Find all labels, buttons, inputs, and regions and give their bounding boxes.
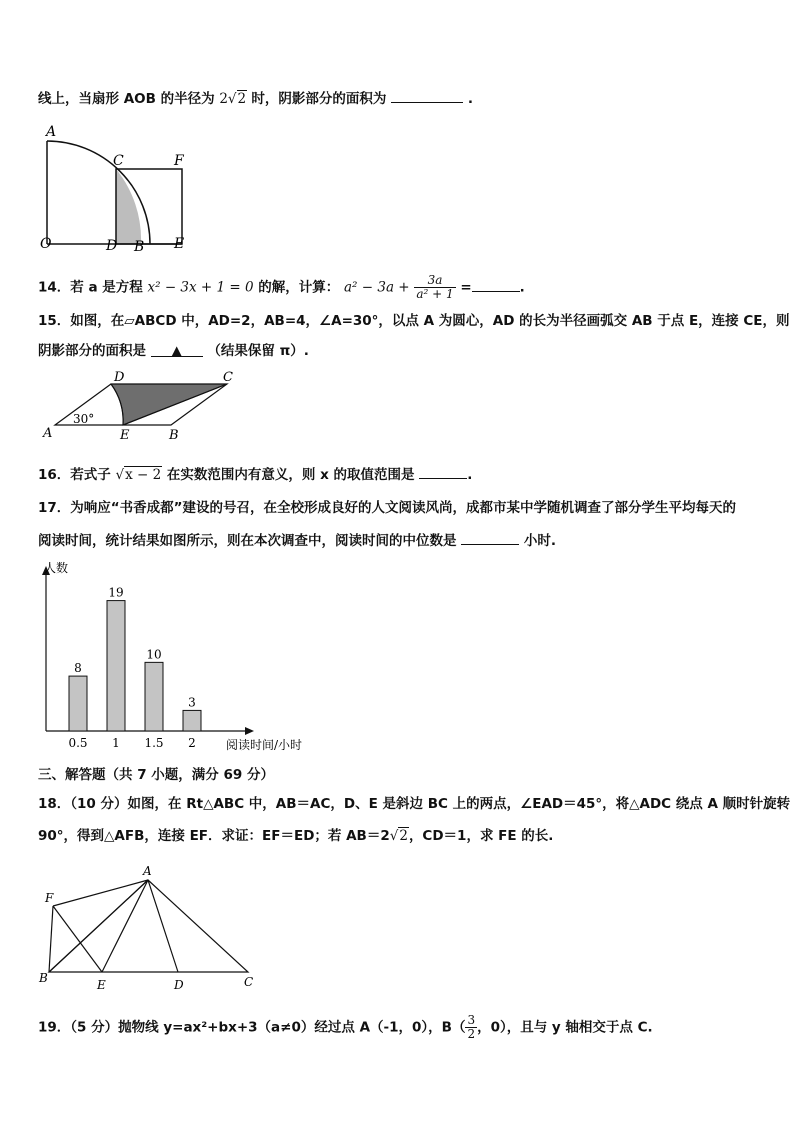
q13-line (38, 88, 473, 108)
fig13-label-B: B (134, 239, 145, 255)
q17-line2-pre: 阅读时间，统计结果如图所示，则在本次调查中，阅读时间的中位数是 (38, 533, 457, 549)
figure-18-triangle (36, 862, 266, 997)
fig15-label-B: B (169, 428, 179, 443)
q19-fraction-denominator: 2 (467, 1027, 476, 1041)
fig18-label-E: E (97, 978, 106, 992)
q17-bar-chart (30, 560, 330, 760)
fig18-segment-FB (49, 906, 53, 972)
q18-line2-pre: 90°，得到△AFB，连接 EF．求证：EF＝ED；若 AB＝2 (38, 828, 390, 844)
chart-x-label: 阅读时间/小时 (226, 738, 303, 752)
fig13-label-D: D (106, 238, 118, 254)
q16-radicand: x − 2 (125, 467, 162, 483)
q14-line (38, 274, 525, 301)
q15-line1: 15．如图，在▱ABCD 中，AD=2，AB=4，∠A=30°，以点 A 为圆心，AD 的长为半径画弧交 AB 于点 E，连接 CE，则 (38, 313, 790, 329)
q19-line (38, 1014, 653, 1041)
q18-line2 (38, 827, 553, 845)
q19-text-post: ，0），且与 y 轴相交于点 C. (477, 1019, 653, 1036)
q14-answer-blank[interactable] (472, 277, 520, 292)
chart-bar-2 (183, 710, 201, 731)
q13-text-post: 时，阴影部分的面积为 (251, 91, 387, 107)
q17-line2-post: 小时. (523, 533, 557, 549)
fig13-label-A: A (46, 124, 57, 140)
chart-value-label-0.5: 8 (74, 661, 82, 676)
chart-bar-1.5 (145, 662, 163, 731)
chart-y-label: 人数 (44, 561, 69, 575)
chart-bars (68, 586, 201, 750)
q18-radicand: 2 (399, 828, 408, 844)
fig13-label-C: C (113, 153, 124, 169)
q14-equation: x² − 3x + 1 = 0 (147, 279, 254, 296)
q13-end: . (467, 91, 473, 107)
q18-sqrt: √2 (389, 828, 408, 844)
fig18-label-A: A (143, 864, 152, 878)
fig15-label-D: D (114, 370, 125, 385)
q14-fraction-denominator: a² + 1 (416, 287, 454, 301)
q17-line2 (38, 530, 556, 550)
q18-line1: 18．（10 分）如图，在 Rt△ABC 中，AB＝AC，D、E 是斜边 BC 上的两点，∠EAD＝45°，将△ADC 绕点 A 顺时针旋转 (38, 796, 791, 812)
fig18-label-D: D (174, 978, 184, 992)
chart-x-axis-arrow-icon (245, 727, 254, 735)
q17-answer-blank[interactable] (461, 530, 519, 545)
chart-tick-label-0.5: 0.5 (68, 736, 88, 750)
triangle-marker-icon: ▲ (171, 343, 182, 359)
q16-end: . (467, 467, 473, 483)
fig18-triangle-ABC (49, 880, 248, 972)
fig15-label-E: E (120, 428, 130, 443)
q13-radius-coefficient: 2 (219, 91, 228, 107)
q17-line1: 17．为响应“书香成都”建设的号召，在全校形成良好的人文阅读风尚，成都市某中学随机调查了部分学生平均每天的 (38, 500, 737, 516)
q14-text-pre: 14．若 a 是方程 (38, 279, 143, 296)
q13-radicand: 2 (237, 91, 247, 107)
fig18-label-F: F (45, 891, 54, 905)
q16-text-post: 在实数范围内有意义，则 x 的取值范围是 (166, 467, 415, 483)
q14-fraction-numerator: 3a (414, 274, 455, 288)
fig13-label-E: E (174, 236, 185, 252)
fig15-label-A: A (43, 426, 53, 441)
q15-line2-pre: 阴影部分的面积是 (38, 343, 146, 359)
q15-line2 (38, 342, 309, 360)
q14-end: . (519, 279, 525, 296)
q18-line2-post: ，CD＝1，求 FE 的长. (408, 828, 554, 844)
chart-value-label-2: 3 (188, 695, 196, 710)
fig13-label-O: O (40, 236, 52, 252)
fig18-label-C: C (244, 975, 254, 989)
chart-bar-0.5 (69, 676, 87, 731)
chart-tick-label-1: 1 (112, 736, 120, 750)
q19-fraction (465, 1014, 477, 1041)
chart-tick-label-1.5: 1.5 (144, 736, 164, 750)
q13-text-pre: 线上，当扇形 AOB 的半径为 (38, 91, 215, 107)
q14-text-mid: 的解，计算： (258, 279, 340, 296)
q13-radius-expression: 2√2 (219, 91, 247, 107)
chart-bar-1 (107, 601, 125, 731)
q14-equals: = (460, 279, 472, 296)
q13-answer-blank[interactable] (391, 88, 463, 103)
q16-line (38, 464, 472, 484)
fig15-label-C: C (223, 370, 233, 385)
fig15-angle-label: 30° (73, 412, 95, 426)
q16-text-pre: 16．若式子 (38, 467, 111, 483)
fig18-label-B: B (39, 971, 48, 985)
chart-value-label-1.5: 10 (146, 647, 162, 662)
q19-fraction-numerator: 3 (467, 1013, 476, 1027)
q15-line2-post: （结果保留 π）. (207, 343, 309, 359)
figure-15-parallelogram (38, 368, 248, 443)
q19-text-pre: 19．（5 分）抛物线 y=ax²+bx+3（a≠0）经过点 A（-1，0），B（ (38, 1019, 466, 1036)
q14-fraction (414, 274, 455, 301)
chart-value-label-1: 19 (108, 585, 124, 600)
section3-title: 三、解答题（共 7 小题，满分 69 分） (38, 767, 274, 783)
q14-expression-lead: a² − 3a + (344, 279, 410, 296)
q16-sqrt-expression: √x − 2 (115, 467, 162, 483)
figure-13-sector-rectangle (38, 122, 198, 257)
fig15-shaded-region (111, 384, 227, 425)
chart-tick-label-2: 2 (188, 736, 196, 750)
q16-answer-blank[interactable] (419, 464, 467, 479)
q15-answer-blank[interactable] (151, 342, 203, 357)
fig13-label-F: F (174, 153, 184, 169)
fig18-segment-AE (102, 880, 148, 972)
